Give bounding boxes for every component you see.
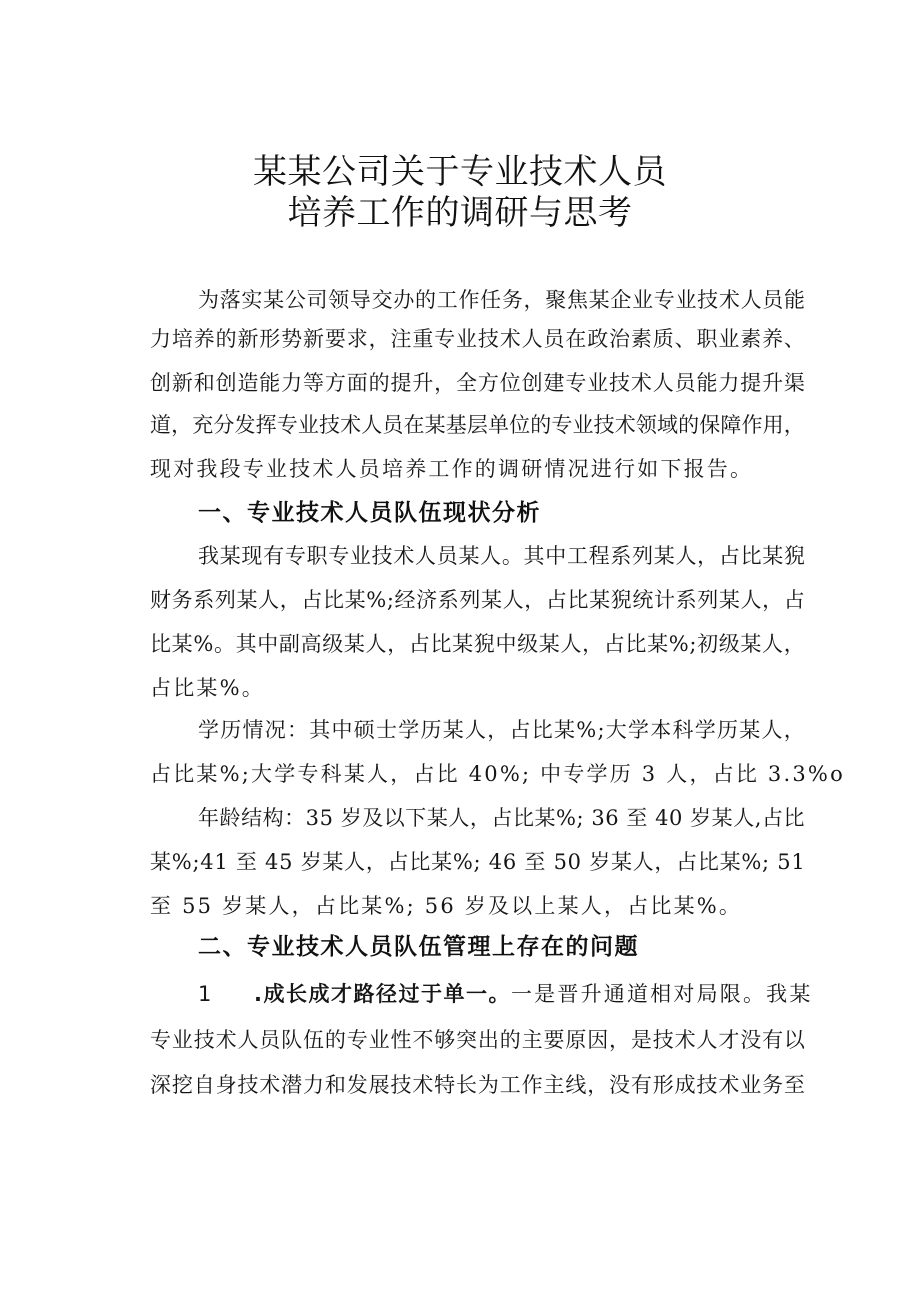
section-1-para-3-line-3: 至 55 岁某人，占比某%; 56 岁及以上某人，占比某%。: [150, 894, 743, 918]
section-1-para-2-line-1: 学 历 情 况 ： 其 中 硕 士 学 历 某 人 ， 占 比 某 % ; 大 学 本 科 学 历 某 人 ，: [198, 718, 805, 742]
item-lead-heading: .成长成才路径过于单一。: [254, 982, 511, 1006]
section-1-para-3-line-1: 年 龄 结 构 ： 3 5 岁 及 以 下 某 人 ， 占 比 某 % ; 3 6 至 4 0 岁 某 人 , 占 比: [198, 806, 805, 830]
document-title-line-1: 某某公司关于专业技术人员: [253, 152, 667, 192]
section-1-para-1-line-1: 我 某 现 有 专 职 专 业 技 术 人 员 某 人 。 其 中 工 程 系 列 某 人 ， 占 比 某 猊: [198, 544, 805, 568]
intro-line-4: 道 ， 充 分 发 挥 专 业 技 术 人 员 在 某 基 层 单 位 的 专 业 技 术 领 域 的 保 障 作 用 ，: [150, 413, 805, 437]
item-number: 1: [198, 982, 212, 1006]
section-1-para-3-line-2: 某 % ; 4 1 至 4 5 岁 某 人 ， 占 比 某 % ; 4 6 至 5 0 岁 某 人 ， 占 比 某 % ; 5 1: [150, 850, 805, 874]
section-2-item-1-line-2: 专 业 技 术 人 员 队 伍 的 专 业 性 不 够 突 出 的 主 要 原 因 ， 是 技 术 人 才 没 有 以: [150, 1028, 805, 1052]
intro-line-2: 力 培 养 的 新 形 势 新 要 求 ， 注 重 专 业 技 术 人 员 在 政 治 素 质 、 职 业 素 养 、: [150, 327, 805, 351]
intro-line-1: 为 落 实 某 公 司 领 导 交 办 的 工 作 任 务 ， 聚 焦 某 企 业 专 业 技 术 人 员 能: [198, 288, 805, 312]
document-title-line-2: 培养工作的调研与思考: [287, 193, 633, 233]
section-2-heading: 二、专业技术人员队伍管理上存在的问题: [198, 934, 639, 960]
item-text: 一是晋升通道相对局限。我某: [510, 982, 813, 1006]
section-1-para-1-line-2: 财 务 系 列 某 人 ， 占 比 某 % ; 经 济 系 列 某 人 ， 占 比 某 猊 统 计 系 列 某 人 ， 占: [150, 588, 805, 612]
section-2-item-1-line-1: [198, 979, 813, 1009]
section-1-para-1-line-3: 比 某 % 。 其 中 副 高 级 某 人 ， 占 比 某 猊 中 级 某 人 ， 占 比 某 % ; 初 级 某 人 ，: [150, 632, 805, 656]
intro-line-5: 现对我段专业技术人员培养工作的调研情况进行如下报告。: [150, 457, 754, 481]
section-2-item-1-line-3: 深 挖 自 身 技 术 潜 力 和 发 展 技 术 特 长 为 工 作 主 线 ， 没 有 形 成 技 术 业 务 至: [150, 1073, 805, 1097]
intro-line-3: 创 新 和 创 造 能 力 等 方 面 的 提 升 ， 全 方 位 创 建 专 业 技 术 人 员 能 力 提 升 渠: [150, 371, 805, 395]
section-1-para-1-line-4: 占比某%。: [150, 676, 265, 700]
section-1-heading: 一、专业技术人员队伍现状分析: [198, 500, 541, 526]
section-1-para-2-line-2: 占比某%;大学专科某人，占比 40%; 中专学历 3 人，占比 3.3%o: [150, 762, 845, 786]
